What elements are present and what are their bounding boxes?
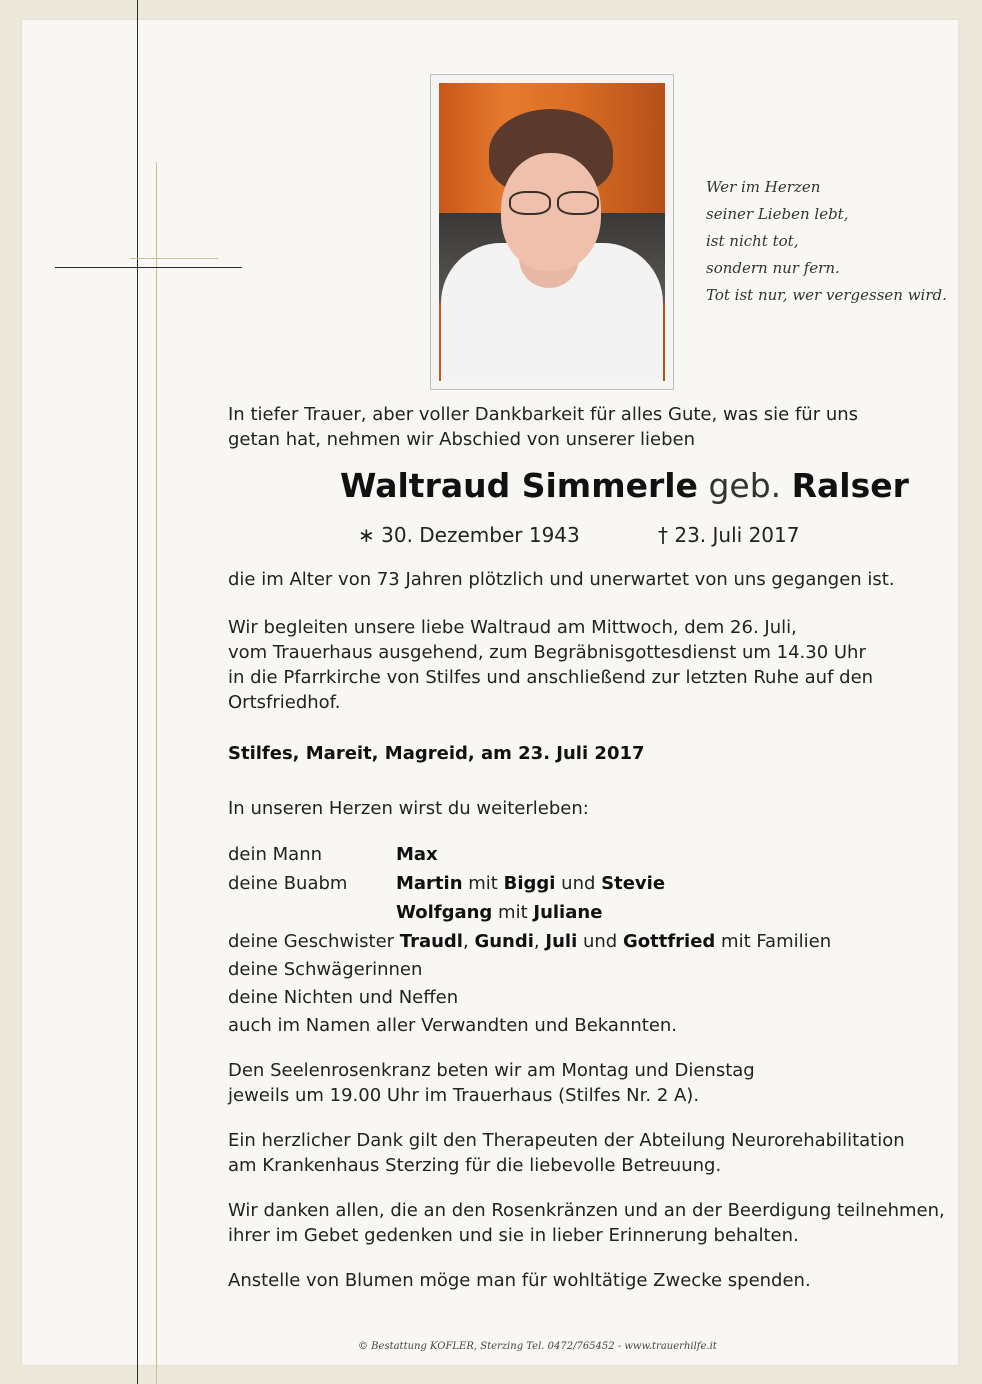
cross-horizontal-accent	[130, 258, 218, 259]
maiden-name: Ralser	[791, 466, 909, 505]
thanks-all-line: ihrer im Gebet gedenken und sie in lieber Erinnerung behalten.	[228, 1225, 799, 1246]
connector-text: und	[582, 931, 618, 952]
family-name: Traudl	[399, 931, 463, 952]
family-row-husband	[228, 842, 438, 867]
family-row-nieces: deine Nichten und Neffen	[228, 987, 459, 1008]
family-name: Wolfgang	[396, 902, 493, 923]
family-row-sisters-in-law: deine Schwägerinnen	[228, 959, 423, 980]
family-name: Biggi	[503, 873, 556, 894]
hearts-line: In unseren Herzen wirst du weiterleben:	[228, 798, 589, 819]
relation-label: dein Mann	[228, 844, 323, 865]
connector-text: ,	[533, 931, 540, 952]
footer-credit: © Bestattung KOFLER, Sterzing Tel. 0472/765452 - www.trauerhilfe.it	[358, 1341, 717, 1352]
connector-text: ,	[462, 931, 469, 952]
family-row-relatives: auch im Namen aller Verwandten und Bekannten.	[228, 1015, 678, 1036]
intro-line: In tiefer Trauer, aber voller Dankbarkeit für alles Gute, was sie für uns	[228, 404, 859, 425]
rosary-line: jeweils um 19.00 Uhr im Trauerhaus (Stilfes Nr. 2 A).	[228, 1085, 700, 1106]
connector-text: mit	[468, 873, 498, 894]
poem-line: sondern nur fern.	[706, 259, 840, 277]
portrait-frame	[430, 74, 674, 390]
family-name: Stevie	[601, 873, 666, 894]
connector-text: mit Familien	[721, 931, 832, 952]
birth-date: ∗ 30. Dezember 1943	[358, 523, 580, 547]
relation-label: deine Buabm	[228, 873, 348, 894]
poem-line: Wer im Herzen	[706, 178, 821, 196]
cross-vertical-line	[137, 0, 138, 1384]
rosary-line: Den Seelenrosenkranz beten wir am Montag und Dienstag	[228, 1060, 755, 1081]
cross-vertical-accent	[156, 162, 157, 1384]
thanks-all-line: Wir danken allen, die an den Rosenkränzen und an der Beerdigung teilnehmen,	[228, 1200, 945, 1221]
family-row-sons-2	[228, 900, 602, 925]
place-date: Stilfes, Mareit, Magreid, am 23. Juli 2017	[228, 743, 645, 764]
relation-label: deine Geschwister	[228, 931, 395, 952]
memorial-poem	[706, 174, 947, 309]
family-name: Martin	[396, 873, 463, 894]
funeral-line: in die Pfarrkirche von Stilfes und anschließend zur letzten Ruhe auf den	[228, 667, 874, 688]
deceased-name	[340, 466, 909, 506]
flowers-line: Anstelle von Blumen möge man für wohltätige Zwecke spenden.	[228, 1270, 811, 1291]
thanks-therapy-line: am Krankenhaus Sterzing für die liebevolle Betreuung.	[228, 1155, 722, 1176]
geb-label: geb.	[708, 466, 782, 505]
deceased-full-name: Waltraud Simmerle	[340, 466, 698, 505]
connector-text: und	[561, 873, 596, 894]
poem-line: ist nicht tot,	[706, 232, 799, 250]
poem-line: seiner Lieben lebt,	[706, 205, 849, 223]
thanks-therapy-line: Ein herzlicher Dank gilt den Therapeuten der Abteilung Neurorehabilitation	[228, 1130, 905, 1151]
funeral-line: vom Trauerhaus ausgehend, zum Begräbnisgottesdienst um 14.30 Uhr	[228, 642, 866, 663]
family-name: Juliane	[533, 902, 603, 923]
cross-horizontal-line	[55, 267, 242, 268]
family-row-siblings	[228, 929, 831, 954]
portrait-photo	[439, 83, 665, 381]
family-name: Juli	[545, 931, 578, 952]
intro-line: getan hat, nehmen wir Abschied von unserer lieben	[228, 429, 696, 450]
family-name: Gundi	[474, 931, 534, 952]
family-name: Max	[396, 844, 438, 865]
funeral-line: Wir begleiten unsere liebe Waltraud am Mittwoch, dem 26. Juli,	[228, 617, 797, 638]
connector-text: mit	[498, 902, 528, 923]
family-name: Gottfried	[622, 931, 716, 952]
funeral-line: Ortsfriedhof.	[228, 692, 341, 713]
death-date: † 23. Juli 2017	[658, 523, 800, 547]
poem-line: Tot ist nur, wer vergessen wird.	[706, 286, 947, 304]
age-line: die im Alter von 73 Jahren plötzlich und unerwartet von uns gegangen ist.	[228, 569, 895, 590]
family-row-sons	[228, 871, 665, 896]
